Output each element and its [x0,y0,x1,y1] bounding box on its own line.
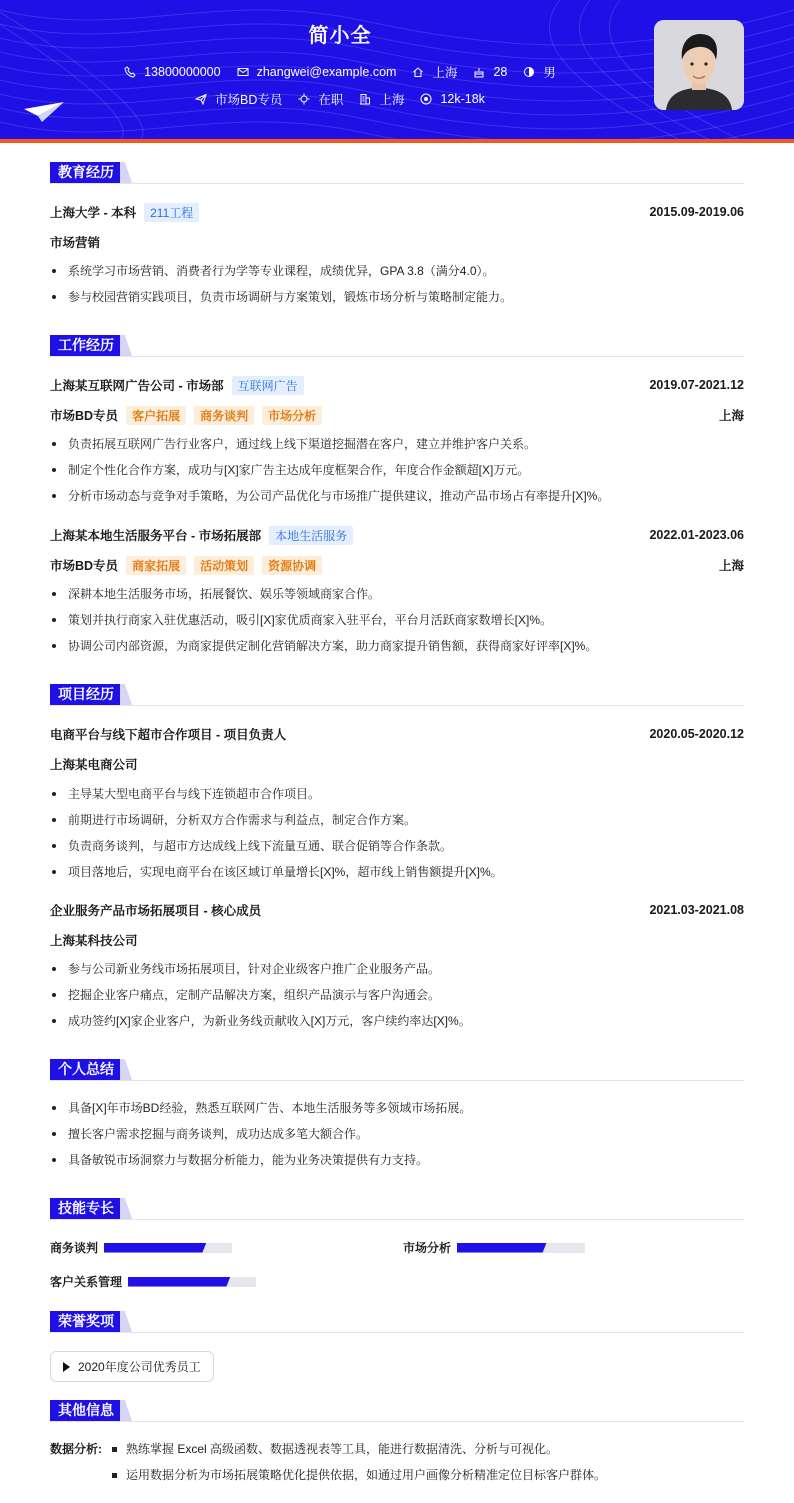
status-item [298,90,343,108]
summary-bullets [50,1095,744,1173]
section-header [50,335,744,357]
project-period: 2021.03-2021.08 [649,903,744,917]
section-header [50,1311,744,1333]
list-item: 负责拓展互联网广告行业客户，通过线上线下渠道挖掘潜在客户，建立并维护客户关系。 [50,431,744,457]
skill-tag: 活动策划 [194,556,254,575]
project-period: 2020.05-2020.12 [649,727,744,741]
section-title-decor [120,1059,132,1080]
gender-icon [523,66,535,78]
project-org-row [50,754,744,774]
section-title: 技能专长 [50,1198,122,1219]
city-item [412,63,457,81]
skill-name: 商务谈判 [50,1241,99,1255]
project-org: 上海某科技公司 [50,934,138,948]
list-item: 制定个性化合作方案，成功与[X]家广告主达成年度框架合作，年度合作金额超[X]万元。 [50,457,744,483]
skill-bar [104,1243,232,1253]
resume-header [0,0,794,140]
job-city: 上海 [718,559,744,573]
school-tag: 211工程 [144,203,199,222]
status-icon [298,93,310,105]
projects-section [50,684,744,706]
list-item: 运用数据分析为市场拓展策略优化提供依据，如通过用户画像分析精准定位目标客户群体。 [110,1462,606,1488]
job-role: 市场BD专员 [50,409,119,423]
section-title-decor [120,335,132,356]
phone-item [124,65,220,79]
company-name: 上海某互联网广告公司 - 市场部 [50,379,224,393]
section-title: 项目经历 [50,684,122,705]
job-period: 2022.01-2023.06 [649,528,744,542]
header-accent-line [0,139,794,143]
section-title: 工作经历 [50,335,122,356]
list-item: 系统学习市场营销、消费者行为学等专业课程，成绩优异，GPA 3.8（满分4.0）。 [50,258,744,284]
award-text: 2020年度公司优秀员工 [78,1360,201,1374]
section-title-decor [120,1198,132,1219]
education-section [50,162,744,184]
section-title-decor [120,1400,132,1421]
skill-name: 市场分析 [403,1241,452,1255]
job-role: 市场BD专员 [50,559,119,573]
skill-tag: 商家拓展 [126,556,186,575]
company-name: 上海某本地生活服务平台 - 市场拓展部 [50,529,262,543]
phone-icon [124,66,136,78]
section-title: 个人总结 [50,1059,122,1080]
list-item: 协调公司内部资源，为商家提供定制化营销解决方案，助力商家提升销售额，获得商家好评率[X]%。 [50,633,744,659]
section-title-decor [120,684,132,705]
job-period: 2019.07-2021.12 [649,378,744,392]
coin-icon [420,93,432,105]
list-item: 具备[X]年市场BD经验，熟悉互联网广告、本地生活服务等多领域市场拓展。 [50,1095,744,1121]
education-bullets [50,258,744,310]
list-item: 前期进行市场调研，分析双方合作需求与利益点，制定合作方案。 [50,807,744,833]
skill-bar-fill [457,1243,547,1253]
send-icon [195,93,207,105]
project-org-row [50,930,744,950]
school-name: 上海大学 - 本科 [50,206,137,220]
target-job-item [195,90,282,108]
award-item[interactable] [50,1351,214,1382]
email-text: zhangwei@example.com [256,65,397,79]
job-bullets [50,431,744,509]
list-item: 成功签约[X]家企业客户，为新业务线贡献收入[X]万元，客户续约率达[X]%。 [50,1008,744,1034]
section-title-decor [120,162,132,183]
status-text: 在职 [318,93,344,107]
skill-tag: 市场分析 [262,406,322,425]
major-row [50,232,744,252]
section-title-decor [120,1311,132,1332]
skills-section [50,1198,744,1220]
summary-section [50,1059,744,1081]
skill-item [50,1273,256,1290]
list-item: 主导某大型电商平台与线下连锁超市合作项目。 [50,781,744,807]
skill-tag: 商务谈判 [194,406,254,425]
mail-icon [237,66,249,78]
education-row [50,202,744,222]
city-text: 上海 [432,66,458,80]
target-city-item [359,90,404,108]
project-name: 企业服务产品市场拓展项目 - 核心成员 [50,904,262,918]
job-city: 上海 [718,409,744,423]
list-item: 项目落地后，实现电商平台在该区域订单量增长[X]%，超市线上销售额提升[X]%。 [50,859,744,885]
building-icon [359,93,371,105]
section-title: 其他信息 [50,1400,122,1421]
industry-tag: 互联网广告 [232,376,304,395]
paper-plane-icon [24,100,66,122]
list-item: 擅长客户需求挖掘与商务谈判，成功达成多笔大额合作。 [50,1121,744,1147]
section-header [50,162,744,184]
other-label: 数据分析: [50,1442,102,1456]
project-bullets [50,781,744,885]
list-item: 策划并执行商家入驻优惠活动，吸引[X]家优质商家入驻平台，平台月活跃商家数增长[X]%。 [50,607,744,633]
list-item: 深耕本地生活服务市场，拓展餐饮、娱乐等领域商家合作。 [50,581,744,607]
skill-item [50,1239,232,1256]
candidate-name: 简小全 [308,25,372,47]
salary-item [420,92,484,106]
gender-item [523,63,556,81]
email-item [237,65,397,79]
age-text: 28 [493,65,508,79]
salary-text: 12k-18k [440,92,485,106]
job-intent-row [0,90,680,108]
list-item: 参与校园营销实践项目，负责市场调研与方案策划，锻炼市场分析与策略制定能力。 [50,284,744,310]
project-org: 上海某电商公司 [50,758,138,772]
section-title: 荣誉奖项 [50,1311,122,1332]
role-row [50,555,744,575]
list-item: 分析市场动态与竞争对手策略，为公司产品优化与市场推广提供建议，推动产品市场占有率提升[X]%。 [50,483,744,509]
honors-section [50,1311,744,1333]
project-name: 电商平台与线下超市合作项目 - 项目负责人 [50,728,287,742]
list-item: 参与公司新业务线市场拓展项目，针对企业级客户推广企业服务产品。 [50,956,744,982]
list-item: 熟练掌握 Excel 高级函数、数据透视表等工具，能进行数据清洗、分析与可视化。 [110,1436,606,1462]
target-city-text: 上海 [379,93,405,107]
skill-tag: 资源协调 [262,556,322,575]
project-row [50,724,744,744]
skill-bar [128,1277,256,1287]
section-header [50,1198,744,1220]
list-item: 挖掘企业客户痛点，定制产品解决方案，组织产品演示与客户沟通会。 [50,982,744,1008]
section-header [50,1059,744,1081]
skill-name: 客户关系管理 [50,1275,123,1289]
project-row [50,900,744,920]
contact-row [0,63,680,81]
skill-bar-fill [128,1277,230,1287]
gender-text: 男 [543,66,556,80]
section-header [50,1400,744,1422]
skill-bar-fill [104,1243,206,1253]
list-item: 负责商务谈判，与超市方达成线上线下流量互通、联合促销等合作条款。 [50,833,744,859]
job-bullets [50,581,744,659]
section-header [50,684,744,706]
list-item: 具备敏锐市场洞察力与数据分析能力，能为业务决策提供有力支持。 [50,1147,744,1173]
education-period: 2015.09-2019.06 [649,205,744,219]
avatar-portrait [654,20,744,110]
role-row [50,405,744,425]
company-row [50,525,744,545]
major-name: 市场营销 [50,236,101,250]
caret-right-icon [63,1362,70,1372]
age-item [473,65,507,79]
other-bullets [110,1436,606,1488]
profile-photo [654,20,744,110]
skill-bar [457,1243,585,1253]
other-section [50,1400,744,1422]
phone-text: 13800000000 [144,65,221,79]
company-row [50,375,744,395]
skill-item [403,1239,585,1256]
skill-tag: 客户拓展 [126,406,186,425]
industry-tag: 本地生活服务 [269,526,353,545]
cake-icon [473,66,485,78]
work-section [50,335,744,357]
project-bullets [50,956,744,1034]
section-title: 教育经历 [50,162,122,183]
target-job-text: 市场BD专员 [215,93,283,107]
home-icon [412,66,424,78]
